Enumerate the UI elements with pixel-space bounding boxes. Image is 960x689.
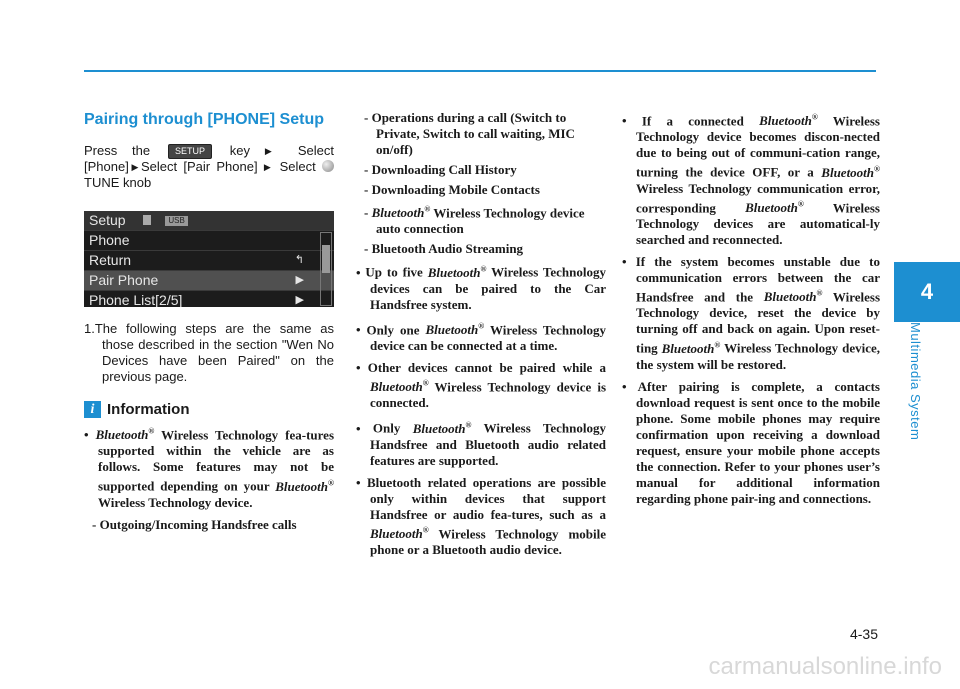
- screen-row-phone: [84, 230, 334, 250]
- chapter-title: Multimedia System: [908, 322, 923, 441]
- list-item: • Bluetooth® Wireless Technology fea-tures supported within the vehicle are as follows. Some features may not be supported depending on your Bluetooth® Wireless Technology device.: [84, 424, 334, 511]
- arrow-right-icon: ▶: [264, 146, 283, 156]
- screen-row-pair-phone: [84, 270, 334, 290]
- bluetooth-term: Bluetooth®: [425, 321, 485, 337]
- section-title: Pairing through [PHONE] Setup: [84, 111, 324, 128]
- bluetooth-term: Bluetooth®: [95, 427, 155, 443]
- list-item: • Other devices cannot be paired while a Bluetooth® Wireless Technology device is connected.: [356, 360, 606, 411]
- header-rule: [84, 70, 876, 72]
- screen-scrollbar: [320, 232, 332, 306]
- list-item: - Outgoing/Incoming Handsfree calls: [84, 517, 334, 533]
- page-number: 4-35: [849, 626, 878, 642]
- list-item: • Only Bluetooth® Wireless Technology Handsfree and Bluetooth audio related features are supported.: [356, 417, 606, 468]
- column-3: [622, 110, 880, 513]
- bluetooth-term: Bluetooth®: [759, 113, 818, 129]
- feature-list: [84, 517, 334, 533]
- bluetooth-term: Bluetooth®: [763, 288, 823, 305]
- bluetooth-icon: [143, 215, 151, 225]
- bluetooth-term: Bluetooth®: [427, 264, 487, 280]
- screen-row-phone-list: [84, 290, 334, 307]
- watermark: carmanualsonline.info: [708, 653, 942, 680]
- tune-knob-icon: [322, 160, 334, 172]
- list-item: - Downloading Call History: [356, 162, 606, 178]
- list-item: • If a connected Bluetooth® Wireless Technology device becomes discon-nected due to being out of communi-cation range, turning the device OFF, or a Bluetooth® Wireless Technology communication error, corresponding Bluetooth® Wireless Technology devices are automatical-ly searched and reconnected.: [622, 110, 880, 248]
- info-bullets-3: [622, 110, 880, 507]
- proc-select-1: Select: [297, 143, 334, 158]
- list-item: • Bluetooth related operations are possible only within devices that support Handsfree or audio fea-tures, such as a Bluetooth® Wireless Technology mobile phone or a Bluetooth audio device.: [356, 475, 606, 558]
- info-bullets-2: [356, 261, 606, 558]
- screen-header: [84, 211, 334, 230]
- screen-row-return: [84, 250, 334, 270]
- column-2: [356, 110, 606, 564]
- return-icon: ↰: [294, 254, 304, 266]
- bluetooth-term: Bluetooth®: [370, 378, 429, 395]
- list-item: - Bluetooth® Wireless Technology device auto connection: [356, 202, 606, 237]
- chevron-right-icon: ▶: [295, 294, 304, 306]
- screen-row-label: Pair Phone: [89, 272, 159, 288]
- proc-select-3: Select: [279, 159, 316, 174]
- chevron-right-icon: ▶: [295, 274, 304, 286]
- bluetooth-term: Bluetooth®: [821, 164, 881, 180]
- usb-icon: USB: [165, 216, 187, 226]
- arrow-right-icon: ▶: [128, 162, 142, 172]
- bluetooth-term: Bluetooth®: [412, 420, 472, 436]
- info-bullets: [84, 424, 334, 511]
- bluetooth-term: Bluetooth®: [370, 525, 429, 541]
- setup-screen-image: [84, 211, 334, 307]
- column-1: [84, 110, 334, 537]
- screen-row-label: Phone List[2/5]: [89, 292, 183, 307]
- bluetooth-term: Bluetooth®: [275, 478, 334, 494]
- screen-row-label: Phone: [89, 232, 130, 248]
- chapter-number: 4: [920, 279, 934, 304]
- list-item: • If the system becomes unstable due to communication errors between the car Handsfree and the Bluetooth® Wireless Technology device, reset the device by turning off and back on again. Upon reset-ting Bluetooth® Wireless Technology device, the system will be restored.: [622, 254, 880, 373]
- proc-key: key: [229, 143, 251, 158]
- information-heading: [84, 401, 334, 418]
- list-item: • After pairing is complete, a contacts download request is sent once to the mobile phone. Some mobile phones may require confirmation upon receiving a download request, ensure your mobile phone accepts the connection. Refer to your phones user’s manual for additional information regarding phone pair-ing and connections.: [622, 379, 880, 507]
- list-item: - Downloading Mobile Contacts: [356, 182, 606, 198]
- procedure-text: [84, 143, 334, 191]
- screen-header-label: Setup: [89, 212, 126, 228]
- scroll-thumb: [322, 245, 330, 273]
- proc-press: Press the: [84, 143, 151, 158]
- feature-list-cont: [356, 110, 606, 257]
- list-item: - Operations during a call (Switch to Private, Switch to call waiting, MIC on/off): [356, 110, 606, 158]
- arrow-right-icon: ▶: [263, 162, 274, 172]
- proc-phone: [Phone]: [84, 159, 129, 174]
- list-item: - Bluetooth Audio Streaming: [356, 241, 606, 257]
- setup-key-icon: SETUP: [168, 144, 212, 159]
- info-icon: i: [84, 401, 101, 418]
- step-1: 1.The following steps are the same as those described in the section "Wen No Devices have been Paired" on the previous page.: [84, 321, 334, 384]
- screen-row-label: Return: [89, 252, 132, 268]
- list-item: • Only one Bluetooth® Wireless Technology device can be connected at a time.: [356, 319, 606, 354]
- information-title: Information: [107, 401, 190, 418]
- list-item: • Up to five Bluetooth® Wireless Technology devices can be paired to the Car Handsfree system.: [356, 261, 606, 312]
- bluetooth-term: Bluetooth®: [745, 199, 804, 215]
- proc-select-2: Select [Pair Phone]: [141, 159, 258, 174]
- bluetooth-term: Bluetooth®: [371, 205, 431, 221]
- chapter-tab: [894, 262, 960, 322]
- proc-tune: TUNE knob: [84, 175, 152, 190]
- bluetooth-term: Bluetooth®: [661, 340, 721, 356]
